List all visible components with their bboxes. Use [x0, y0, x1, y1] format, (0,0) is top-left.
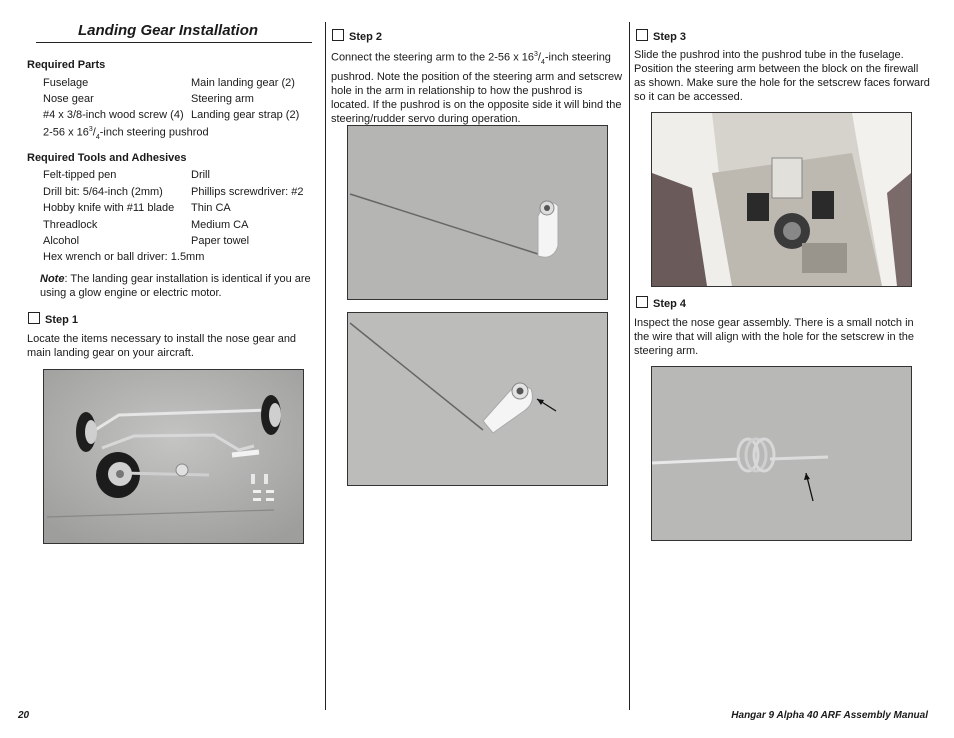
- tool-item: Drill: [191, 169, 210, 181]
- step-2-heading: Step 2: [332, 29, 382, 43]
- note-label: Note: [40, 273, 65, 285]
- tool-item: Paper towel: [191, 235, 250, 247]
- step-4-heading: Step 4: [636, 296, 686, 310]
- step-2-photo-bottom: [347, 312, 608, 486]
- tool-item: Phillips screwdriver: #2: [191, 186, 304, 198]
- step-3-text: Slide the pushrod into the pushrod tube in the fuselage. Position the steering arm between the block on the firewall as shown. Make sure the hole for the setscrew faces forward so it can be accessed.: [634, 49, 930, 103]
- note-text: : The landing gear installation is identical if you are using a glow engine or electric motor.: [40, 273, 311, 299]
- part-item: Nose gear: [43, 93, 94, 105]
- column-divider: [325, 22, 326, 710]
- tool-item: Hex wrench or ball driver: 1.5mm: [43, 251, 205, 263]
- note-paragraph: [40, 272, 312, 300]
- tool-item: Drill bit: 5/64-inch (2mm): [43, 186, 163, 198]
- step-3-heading: Step 3: [636, 29, 686, 43]
- tool-item: Alcohol: [43, 235, 80, 247]
- step-1-text: Locate the items necessary to install the nose gear and main landing gear on your aircraft.: [27, 333, 297, 359]
- tool-item: Medium CA: [191, 219, 249, 231]
- part-item: #4 x 3/8-inch wood screw (4): [43, 109, 184, 121]
- tool-item: Threadlock: [43, 219, 98, 231]
- required-tools-heading: Required Tools and Adhesives: [27, 152, 187, 164]
- step-2-photo-top: [347, 125, 608, 300]
- step-1-heading: Step 1: [28, 312, 78, 326]
- step-4-text: Inspect the nose gear assembly. There is a small notch in the wire that will align with the hole for the setscrew in the steering arm.: [634, 317, 915, 357]
- part-item: Steering arm: [191, 93, 254, 105]
- step-2-text: Connect the steering arm to the 2-56 x $16^3/_4$-inch steering pushrod. Note the position of the steering arm and setscrew hole in the arm in relationship to how the pushrod is located. If the pushrod is on the opposite side it will bind the steering/rudder servo during operation.: [331, 51, 623, 125]
- checkbox-icon[interactable]: [28, 312, 40, 324]
- part-item: Main landing gear (2): [191, 77, 295, 89]
- tool-item: Hobby knife with #11 blade: [43, 202, 175, 214]
- step-3-photo: [651, 112, 912, 287]
- part-item-pushrod: 2-56 x $16^3/_4$-inch steering pushrod: [43, 126, 209, 141]
- checkbox-icon[interactable]: [332, 29, 344, 41]
- column-divider: [629, 22, 630, 710]
- part-item: Landing gear strap (2): [191, 109, 300, 121]
- step-1-photo: [43, 369, 304, 544]
- manual-title: Hangar 9 Alpha 40 ARF Assembly Manual: [731, 710, 928, 721]
- checkbox-icon[interactable]: [636, 296, 648, 308]
- tool-item: Felt-tipped pen: [43, 169, 117, 181]
- part-item: Fuselage: [43, 77, 89, 89]
- step-4-photo: [651, 366, 912, 541]
- required-parts-heading: Required Parts: [27, 59, 106, 71]
- checkbox-icon[interactable]: [636, 29, 648, 41]
- page-number: 20: [18, 710, 30, 721]
- section-title: Landing Gear Installation: [36, 22, 312, 43]
- tool-item: Thin CA: [191, 202, 231, 214]
